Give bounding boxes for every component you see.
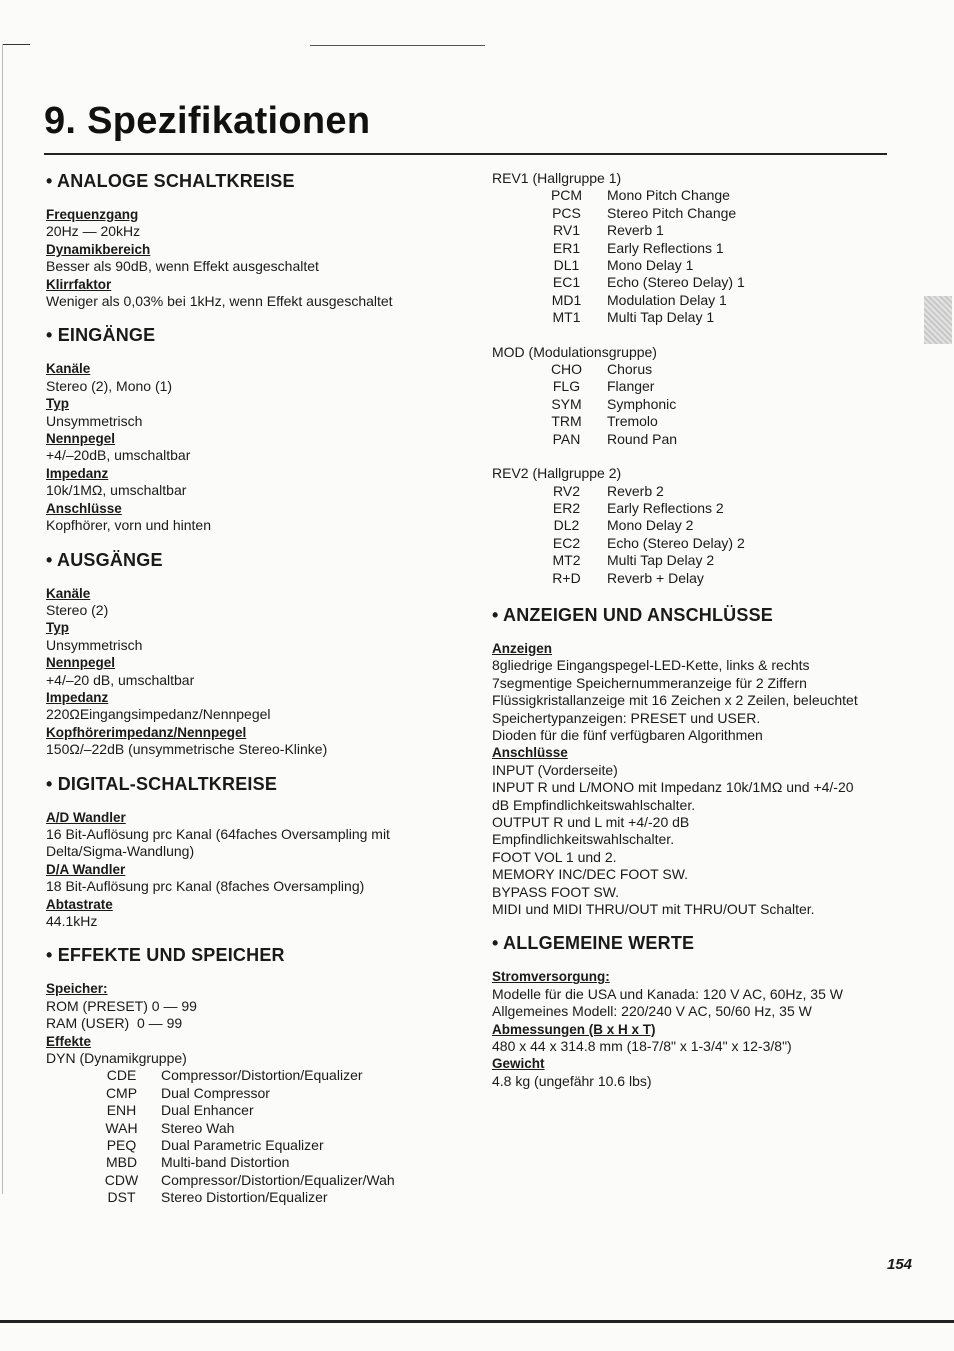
spec-value: 16 Bit-Auflösung prc Kanal (64faches Oversampling mit Delta/Sigma-Wandlung) (46, 825, 390, 860)
spec-value: MIDI und MIDI THRU/OUT mit THRU/OUT Schalter. (492, 901, 815, 918)
effect-name: Modulation Delay 1 (607, 291, 727, 308)
effect-name: Echo (Stereo Delay) 2 (607, 534, 745, 551)
effect-code: FLG (552, 378, 581, 395)
effect-name: Echo (Stereo Delay) 1 (607, 274, 745, 291)
table-row (46, 1067, 466, 1084)
spec-label: Kanäle (46, 361, 91, 377)
spec-value: Besser als 90dB, wenn Effekt ausgeschaltet (46, 258, 319, 275)
spec-value: 4.8 kg (ungefähr 10.6 lbs) (492, 1072, 652, 1089)
table-row (492, 187, 912, 204)
page-title: 9. Spezifikationen (44, 100, 371, 142)
effect-name: Early Reflections 2 (607, 499, 724, 516)
effect-code: TRM (551, 413, 582, 430)
section-displays (492, 604, 912, 919)
spec-label: Nennpegel (46, 431, 116, 447)
title-rule (44, 153, 887, 155)
effect-name: Chorus (607, 361, 653, 378)
table-row (492, 309, 912, 326)
section-title: • EFFEKTE UND SPEICHER (46, 945, 285, 966)
spec-value: 480 x 44 x 314.8 mm (18-7/8" x 1-3/4" x 12-3/8") (492, 1038, 792, 1055)
effect-name: Reverb 1 (607, 222, 664, 239)
spec-label: Impedanz (46, 465, 109, 481)
effect-code: CHO (550, 361, 583, 378)
effect-name: Dual Compressor (161, 1084, 270, 1101)
section-outputs (46, 549, 466, 759)
spec-value: Weniger als 0,03% bei 1kHz, wenn Effekt ausgeschaltet (46, 293, 393, 310)
spec-value: MEMORY INC/DEC FOOT SW. (492, 866, 689, 883)
effect-name: Round Pan (607, 430, 678, 447)
crop-mark (2, 44, 30, 45)
spec-value: Unsymmetrisch (46, 636, 143, 653)
page-number: 154 (887, 1256, 913, 1273)
spec-value: Empfindlichkeitswahlschalter. (492, 831, 675, 848)
section-title: • AUSGÄNGE (46, 549, 163, 570)
section-title: • DIGITAL-SCHALTKREISE (46, 773, 278, 794)
bottom-rule (0, 1320, 954, 1323)
spec-value: Unsymmetrisch (46, 412, 143, 429)
effect-code: CDE (106, 1067, 137, 1084)
effect-name: Multi-band Distortion (161, 1154, 290, 1171)
effect-name: Stereo Wah (161, 1119, 235, 1136)
table-row (492, 205, 912, 222)
spec-value: 220ΩEingangsimpedanz/Nennpegel (46, 706, 271, 723)
table-row (492, 570, 912, 587)
effect-name: Mono Delay 1 (607, 257, 694, 274)
effect-name: Dual Enhancer (161, 1102, 254, 1119)
effect-group-rev1 (492, 170, 912, 327)
effect-name: Early Reflections 1 (607, 239, 724, 256)
effect-group-mod (492, 344, 912, 448)
section-title: • ANALOGE SCHALTKREISE (46, 171, 295, 191)
spec-label: Speicher: (46, 981, 108, 997)
spec-value: dB Empfindlichkeitswahlschalter. (492, 796, 696, 813)
spec-label: Dynamikbereich (46, 241, 151, 257)
spec-label: Anschlüsse (46, 500, 122, 516)
spec-label: Kanäle (46, 585, 91, 601)
effect-code: DL1 (553, 257, 580, 274)
spec-value: 20Hz — 20kHz (46, 223, 141, 240)
table-row (46, 1120, 466, 1137)
table-row (492, 292, 912, 309)
effect-code: DST (107, 1189, 136, 1206)
spec-value: +4/–20 dB, umschaltbar (46, 671, 195, 688)
spec-value: ROM (PRESET) 0 — 99 (46, 997, 197, 1014)
effect-name: Tremolo (607, 413, 658, 430)
effect-group-rev2 (492, 465, 912, 587)
table-row (492, 500, 912, 517)
effect-code: PCM (550, 187, 583, 204)
table-row (46, 1172, 466, 1189)
effect-code: RV2 (553, 482, 580, 499)
section-title: • ALLGEMEINE WERTE (492, 933, 695, 954)
group-head: REV1 (Hallgruppe 1) (492, 170, 622, 186)
table-row (492, 483, 912, 500)
effect-code: PAN (552, 430, 581, 447)
table-row (492, 240, 912, 257)
dyn-table (46, 1067, 466, 1206)
effect-name: Reverb 2 (607, 482, 664, 499)
spec-value: Modelle für die USA und Kanada: 120 V AC, 60Hz, 35 W (492, 985, 843, 1002)
table-row (46, 1137, 466, 1154)
table-row (492, 431, 912, 448)
margin-line (2, 44, 3, 1194)
effect-name: Mono Delay 2 (607, 517, 694, 534)
spec-value: Flüssigkristallanzeige mit 16 Zeichen x 2 Zeilen, beleuchtet (492, 692, 858, 709)
spec-label: Stromversorgung: (492, 969, 610, 985)
table-row (492, 274, 912, 291)
section-inputs (46, 324, 466, 534)
table-row (492, 396, 912, 413)
effect-code: WAH (105, 1119, 138, 1136)
spec-value: Stereo (2) (46, 601, 109, 618)
spec-value: 10k/1MΩ, umschaltbar (46, 482, 187, 499)
spec-value: 7segmentige Speichernummeranzeige für 2 Ziffern (492, 674, 807, 691)
right-column (492, 170, 912, 1104)
spec-label: Anzeigen (492, 640, 553, 656)
effect-code: MD1 (551, 291, 582, 308)
group-head: DYN (Dynamikgruppe) (46, 1050, 187, 1067)
effect-code: SYM (551, 395, 582, 412)
effect-code: RV1 (553, 222, 580, 239)
effect-code: PCS (552, 204, 581, 221)
effect-name: Flanger (607, 378, 655, 395)
table-row (46, 1189, 466, 1206)
spec-label: Typ (46, 620, 69, 636)
spec-label: Effekte (46, 1033, 92, 1049)
effect-name: Dual Parametric Equalizer (161, 1137, 324, 1154)
spec-label: Anschlüsse (492, 745, 568, 761)
effect-code: MT1 (552, 309, 581, 326)
spec-value: 8gliedrige Eingangspegel-LED-Kette, links & rechts (492, 657, 810, 674)
table-row (46, 1102, 466, 1119)
table-row (492, 413, 912, 430)
spec-value: INPUT R und L/MONO mit Impedanz 10k/1MΩ und +4/-20 (492, 779, 854, 796)
spec-value: 18 Bit-Auflösung prc Kanal (8faches Oversampling) (46, 878, 365, 895)
effect-name: Reverb + Delay (607, 569, 704, 586)
spec-value: Allgemeines Modell: 220/240 V AC, 50/60 Hz, 35 W (492, 1003, 812, 1020)
table-row (492, 222, 912, 239)
table-row (492, 517, 912, 534)
spec-label: Gewicht (492, 1056, 545, 1072)
table-row (492, 257, 912, 274)
spec-label: Frequenzgang (46, 207, 139, 222)
table-row (492, 535, 912, 552)
table-row (492, 378, 912, 395)
effect-name: Mono Pitch Change (607, 187, 730, 204)
section-general (492, 932, 912, 1090)
spec-value: RAM (USER) 0 — 99 (46, 1015, 183, 1032)
left-column (46, 170, 466, 1221)
effect-code: CDW (104, 1171, 139, 1188)
section-analog (46, 170, 466, 310)
effect-code: PEQ (106, 1137, 137, 1154)
effect-name: Multi Tap Delay 1 (607, 309, 715, 326)
spec-label: A/D Wandler (46, 809, 126, 825)
effect-code: R+D (552, 569, 581, 586)
effect-name: Stereo Pitch Change (607, 204, 737, 221)
table-row (492, 552, 912, 569)
effect-name: Stereo Distortion/Equalizer (161, 1189, 328, 1206)
section-digital (46, 773, 466, 931)
effect-name: Compressor/Distortion/Equalizer (161, 1067, 363, 1084)
spec-value: BYPASS FOOT SW. (492, 883, 620, 900)
effect-code: ER1 (552, 239, 581, 256)
group-head: REV2 (Hallgruppe 2) (492, 465, 622, 482)
spec-label: Klirrfaktor (46, 276, 112, 292)
spec-label: Abmessungen (B x H x T) (492, 1021, 656, 1037)
section-title: • ANZEIGEN UND ANSCHLÜSSE (492, 604, 773, 625)
spec-value: FOOT VOL 1 und 2. (492, 848, 617, 865)
effect-code: EC2 (552, 534, 581, 551)
effect-code: ER2 (552, 499, 581, 516)
table-row (492, 361, 912, 378)
section-title: • EINGÄNGE (46, 325, 156, 346)
group-head: MOD (Modulationsgruppe) (492, 343, 657, 360)
spec-value: Stereo (2), Mono (1) (46, 377, 173, 394)
spec-value: Speichertypanzeigen: PRESET und USER. (492, 709, 761, 726)
spec-value: +4/–20dB, umschaltbar (46, 447, 191, 464)
spec-label: Kopfhörerimpedanz/Nennpegel (46, 724, 247, 740)
table-row (46, 1085, 466, 1102)
effect-code: ENH (106, 1102, 137, 1119)
table-row (46, 1154, 466, 1171)
effect-code: DL2 (553, 517, 580, 534)
top-rule (310, 45, 485, 46)
effect-code: EC1 (552, 274, 581, 291)
spec-value: Kopfhörer, vorn und hinten (46, 517, 212, 534)
spec-value: Dioden für die fünf verfügbaren Algorithmen (492, 726, 763, 743)
spec-label: Typ (46, 396, 69, 412)
spec-label: Abtastrate (46, 896, 113, 912)
spec-value: OUTPUT R und L mit +4/-20 dB (492, 814, 690, 830)
section-effects (46, 944, 466, 1206)
effect-name: Symphonic (607, 395, 677, 412)
spec-value: INPUT (Vorderseite) (492, 761, 618, 778)
effect-code: MBD (105, 1154, 138, 1171)
spec-value: 150Ω/–22dB (unsymmetrische Stereo-Klinke) (46, 741, 328, 758)
effect-code: CMP (105, 1084, 138, 1101)
effect-name: Compressor/Distortion/Equalizer/Wah (161, 1171, 395, 1188)
spec-label: Impedanz (46, 689, 109, 705)
spec-label: Nennpegel (46, 655, 116, 671)
spec-value: 44.1kHz (46, 913, 98, 929)
effect-name: Multi Tap Delay 2 (607, 552, 715, 569)
effect-code: MT2 (552, 552, 581, 569)
thumb-index-tab (924, 296, 952, 344)
spec-label: D/A Wandler (46, 861, 126, 877)
